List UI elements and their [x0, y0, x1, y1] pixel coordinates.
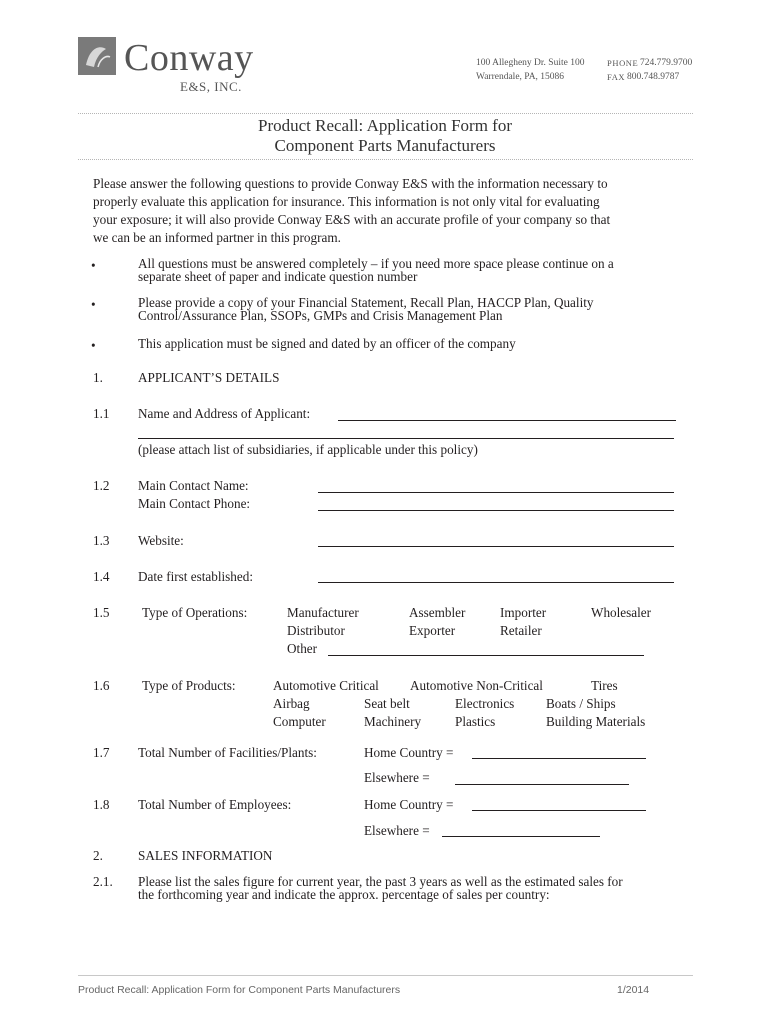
main-contact-phone-field[interactable] — [318, 510, 674, 511]
q1-3-label: Website: — [138, 533, 184, 548]
header-divider — [78, 113, 693, 114]
bullet-1-marker: • — [91, 258, 96, 273]
q1-7-number: 1.7 — [93, 745, 110, 760]
phone-value: 724.779.9700 — [640, 58, 693, 68]
logo-name: Conway — [124, 37, 254, 79]
q1-8-number: 1.8 — [93, 797, 110, 812]
q1-6-number: 1.6 — [93, 678, 110, 693]
product-machinery[interactable]: Machinery — [364, 714, 422, 729]
product-automotive-critical[interactable]: Automotive Critical — [273, 678, 379, 693]
q1-2-label-name: Main Contact Name: — [138, 478, 249, 493]
logo-mark — [78, 37, 116, 75]
bullet-1-line-1: All questions must be answered completely – if you need more space please continue on a — [138, 256, 614, 271]
q1-4-label: Date first established: — [138, 569, 253, 584]
product-airbag[interactable]: Airbag — [273, 696, 310, 711]
footer-divider — [78, 975, 693, 976]
product-electronics[interactable]: Electronics — [455, 696, 515, 711]
q1-1-number: 1.1 — [93, 406, 110, 421]
option-importer[interactable]: Importer — [500, 605, 547, 620]
bullet-2-line-2: Control/Assurance Plan, SSOPs, GMPs and Crisis Management Plan — [138, 308, 503, 323]
bullet-2-marker: • — [91, 297, 96, 312]
product-building-materials[interactable]: Building Materials — [546, 714, 646, 729]
product-plastics[interactable]: Plastics — [455, 714, 496, 729]
q1-5-number: 1.5 — [93, 605, 110, 620]
facilities-home-country-label: Home Country = — [364, 745, 454, 760]
title-divider — [78, 159, 693, 160]
option-other[interactable]: Other — [287, 641, 318, 656]
q2-1-line-1: Please list the sales figure for current year, the past 3 years as well as the estimated sales for — [138, 874, 623, 889]
footer-title: Product Recall: Application Form for Component Parts Manufacturers — [78, 984, 401, 996]
bullet-3-marker: • — [91, 338, 96, 353]
product-seat-belt[interactable]: Seat belt — [364, 696, 410, 711]
q1-1-note: (please attach list of subsidiaries, if applicable under this policy) — [138, 442, 478, 457]
bullet-2-line-1: Please provide a copy of your Financial Statement, Recall Plan, HACCP Plan, Quality — [138, 295, 594, 310]
section-1-number: 1. — [93, 370, 103, 385]
address-line-1: 100 Allegheny Dr. Suite 100 — [476, 58, 585, 68]
intro-line-1: Please answer the following questions to provide Conway E&S with the information necessary to — [93, 176, 608, 191]
q1-1-label: Name and Address of Applicant: — [138, 406, 311, 421]
q1-8-label: Total Number of Employees: — [138, 797, 292, 812]
applicant-address-field[interactable] — [138, 438, 674, 439]
page-title-line-2: Component Parts Manufacturers — [274, 136, 496, 155]
section-2-heading: SALES INFORMATION — [138, 848, 273, 863]
section-1-heading: APPLICANT’S DETAILS — [138, 370, 280, 385]
option-wholesaler[interactable]: Wholesaler — [591, 605, 652, 620]
bullet-3-line-1: This application must be signed and dated by an officer of the company — [138, 336, 516, 351]
q2-1-number: 2.1. — [93, 874, 113, 889]
option-exporter[interactable]: Exporter — [409, 623, 456, 638]
applicant-name-field[interactable] — [338, 420, 676, 421]
q1-2-label-phone: Main Contact Phone: — [138, 496, 251, 511]
q1-3-number: 1.3 — [93, 533, 110, 548]
date-established-field[interactable] — [318, 582, 674, 583]
product-boats-ships[interactable]: Boats / Ships — [546, 696, 616, 711]
product-automotive-non-critical[interactable]: Automotive Non-Critical — [410, 678, 543, 693]
main-contact-name-field[interactable] — [318, 492, 674, 493]
q2-1-line-2: the forthcoming year and indicate the approx. percentage of sales per country: — [138, 887, 550, 902]
employees-elsewhere-field[interactable] — [442, 836, 600, 837]
product-computer[interactable]: Computer — [273, 714, 326, 729]
option-assembler[interactable]: Assembler — [409, 605, 466, 620]
fax-value: 800.748.9787 — [627, 72, 680, 82]
product-tires[interactable]: Tires — [591, 678, 618, 693]
intro-line-4: we can be an informed partner in this program. — [93, 230, 341, 245]
q1-5-label: Type of Operations: — [142, 605, 248, 620]
facilities-elsewhere-label: Elsewhere = — [364, 770, 430, 785]
section-2-number: 2. — [93, 848, 103, 863]
intro-line-2: properly evaluate this application for insurance. This information is not only vital for evaluating — [93, 194, 600, 209]
employees-home-country-field[interactable] — [472, 810, 646, 811]
facilities-home-country-field[interactable] — [472, 758, 646, 759]
phone-label: PHONE — [607, 58, 639, 68]
address-line-2: Warrendale, PA, 15086 — [476, 72, 565, 82]
employees-elsewhere-label: Elsewhere = — [364, 823, 430, 838]
facilities-elsewhere-field[interactable] — [455, 784, 629, 785]
other-operations-field[interactable] — [328, 655, 644, 656]
logo-subtitle: E&S, INC. — [180, 79, 242, 94]
website-field[interactable] — [318, 546, 674, 547]
q1-6-label: Type of Products: — [142, 678, 236, 693]
intro-line-3: your exposure; it will also provide Conway E&S with an accurate profile of your company so that — [93, 212, 611, 227]
option-retailer[interactable]: Retailer — [500, 623, 542, 638]
page-title-line-1: Product Recall: Application Form for — [257, 116, 512, 135]
option-distributor[interactable]: Distributor — [287, 623, 345, 638]
q1-4-number: 1.4 — [93, 569, 110, 584]
bullet-1-line-2: separate sheet of paper and indicate question number — [138, 269, 418, 284]
employees-home-country-label: Home Country = — [364, 797, 454, 812]
option-manufacturer[interactable]: Manufacturer — [287, 605, 359, 620]
footer-date: 1/2014 — [617, 984, 650, 996]
q1-7-label: Total Number of Facilities/Plants: — [138, 745, 317, 760]
q1-2-number: 1.2 — [93, 478, 110, 493]
fax-label: FAX — [607, 72, 626, 82]
